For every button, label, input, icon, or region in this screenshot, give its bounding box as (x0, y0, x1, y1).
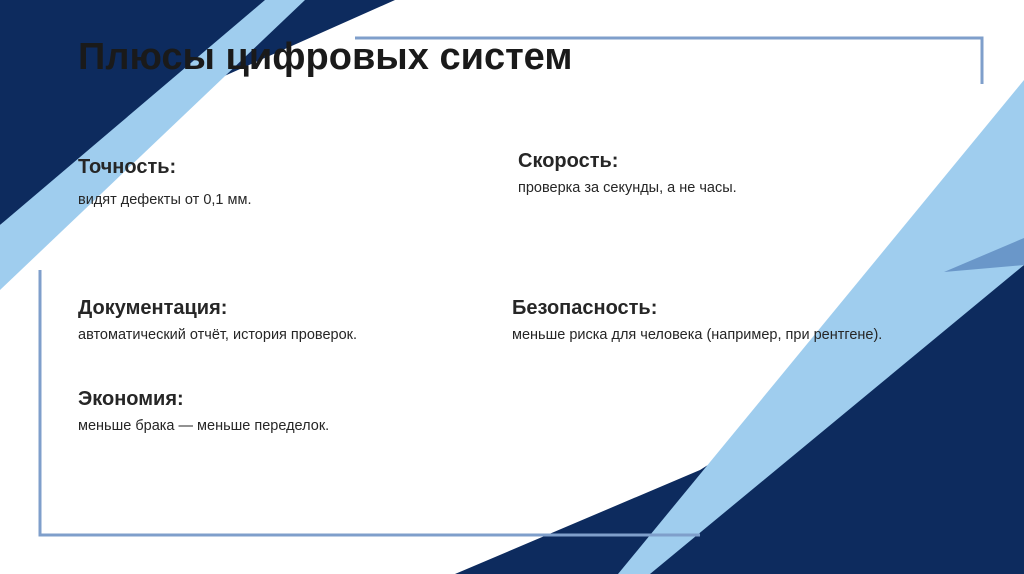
advantage-heading: Документация: (78, 297, 228, 319)
advantage-documentation (78, 295, 357, 347)
advantage-text: меньше риска для человека (например, при рентгене). (512, 327, 883, 343)
advantage-text: меньше брака — меньше переделок. (78, 418, 330, 434)
advantage-heading: Скорость: (518, 150, 619, 172)
advantage-text: автоматический отчёт, история проверок. (78, 327, 358, 343)
advantage-heading: Безопасность: (512, 297, 658, 319)
advantage-heading: Экономия: (78, 388, 184, 410)
advantage-economy (78, 386, 329, 438)
advantage-safety (512, 295, 882, 347)
advantage-text: видят дефекты от 0,1 мм. (78, 192, 252, 208)
advantage-speed (518, 148, 748, 200)
advantage-heading: Точность: (78, 156, 177, 178)
slide-title: Плюсы цифровых систем (78, 36, 573, 78)
advantage-accuracy (78, 154, 251, 212)
advantage-text: проверка за секунды, а не часы. (518, 180, 737, 196)
